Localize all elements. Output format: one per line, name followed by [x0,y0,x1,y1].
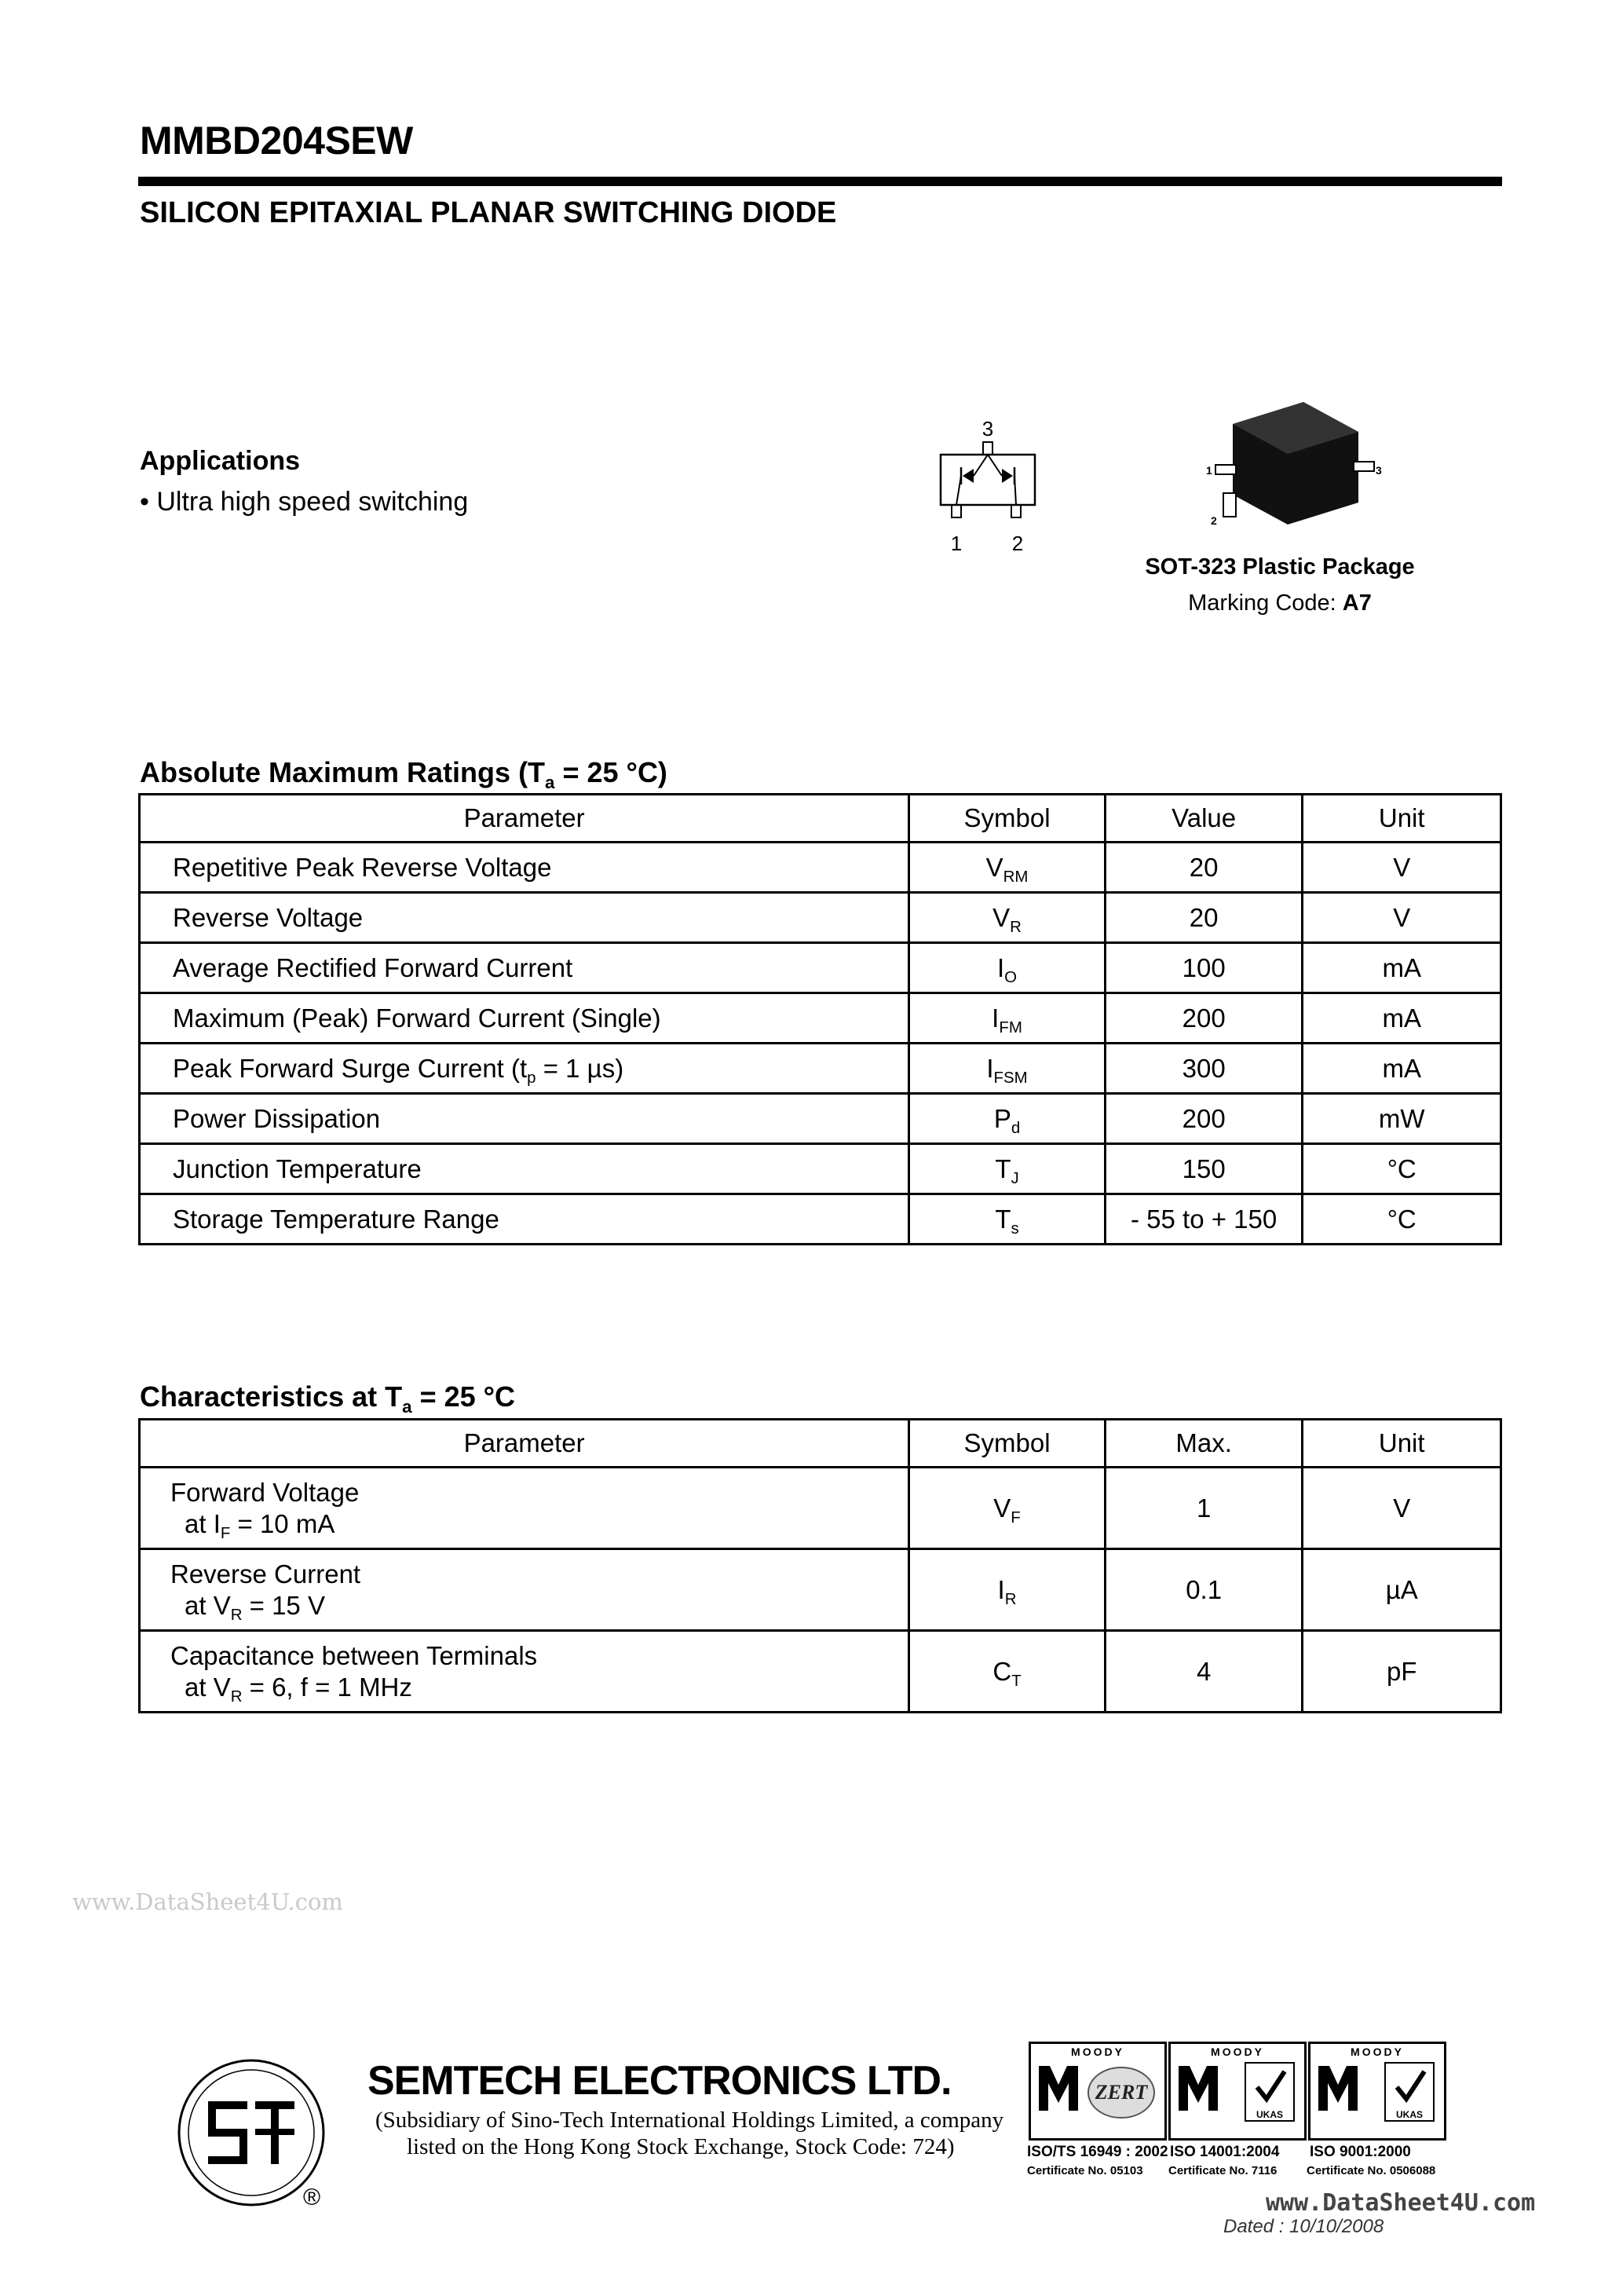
value-cell: 300 [1105,1044,1303,1094]
package-name: SOT-323 Plastic Package [1145,554,1415,579]
part-subtitle: SILICON EPITAXIAL PLANAR SWITCHING DIODE [140,196,837,229]
param-cell: Reverse Voltage [140,893,909,943]
cert-number-3: Certificate No. 0506088 [1307,2164,1436,2177]
header-symbol: Symbol [909,795,1106,843]
param-cell: Storage Temperature Range [140,1194,909,1245]
watermark-right: www.DataSheet4U.com [1266,2189,1536,2217]
unit-cell: pF [1303,1631,1501,1713]
table-row [140,1194,1501,1245]
unit-cell: °C [1303,1144,1501,1194]
cert-number-2: Certificate No. 7116 [1168,2164,1278,2177]
header-unit: Unit [1303,795,1501,843]
pkg-pin-3-label: 3 [1376,464,1382,477]
pkg-pin-1-label: 1 [1206,464,1212,477]
value-cell: 200 [1105,993,1303,1044]
subsidiary-line-1: (Subsidiary of Sino-Tech International Holdings Limited, a company [375,2108,1004,2133]
value-cell: 1 [1105,1468,1303,1549]
param-cell: Capacitance between Terminals at $V_R = 6$, f = 1 MHz [140,1631,909,1713]
table-header-row [140,795,1501,843]
table-row [140,893,1501,943]
cert-logo-iso9001: MOODY UKAS [1308,2042,1446,2141]
unit-cell: mW [1303,1094,1501,1144]
header-symbol: Symbol [909,1420,1106,1468]
unit-cell: mA [1303,943,1501,993]
param-cell: Junction Temperature [140,1144,909,1194]
table-row [140,843,1501,893]
param-cell: Peak Forward Surge Current ($t_p = 1$ µs) [140,1044,909,1094]
abs-max-title: Absolute Maximum Ratings ($T_a = 25$ °C) [140,756,667,792]
unit-cell: V [1303,1468,1501,1549]
table-row [140,1468,1501,1549]
param-cell: Power Dissipation [140,1094,909,1144]
subsidiary-line-2: listed on the Hong Kong Stock Exchange, Stock Code: 724) [407,2134,955,2159]
table-row [140,1044,1501,1094]
symbol-cell: $C_T$ [909,1631,1106,1713]
cert-standard-2: ISO 14001:2004 [1170,2144,1280,2160]
table-row [140,943,1501,993]
header-parameter: Parameter [140,795,909,843]
package-illustration [1178,393,1382,542]
symbol-cell: $T_J$ [909,1144,1106,1194]
symbol-cell: $I_O$ [909,943,1106,993]
watermark-left: www.DataSheet4U.com [72,1888,343,1915]
value-cell: 0.1 [1105,1549,1303,1631]
pin-1-label: 1 [950,532,963,555]
param-cell: Average Rectified Forward Current [140,943,909,993]
characteristics-title: Characteristics at $T_a = 25$ °C [140,1380,516,1417]
dated-text: Dated : 10/10/2008 [1223,2216,1384,2237]
cert-logo-zert: MOODY ZERT [1029,2042,1167,2141]
unit-cell: V [1303,843,1501,893]
symbol-cell: $V_F$ [909,1468,1106,1549]
table-row [140,1631,1501,1713]
svg-text:UKAS: UKAS [1395,2109,1424,2120]
cert-standard-3: ISO 9001:2000 [1310,2144,1411,2160]
table-row [140,1094,1501,1144]
table-header-row [140,1420,1501,1468]
pkg-pin-2-label: 2 [1211,514,1217,527]
svg-text:UKAS: UKAS [1256,2109,1284,2120]
cert-number-1: Certificate No. 05103 [1027,2164,1143,2177]
applications-heading: Applications [140,446,301,476]
header-value: Value [1105,795,1303,843]
table-row [140,993,1501,1044]
unit-cell: mA [1303,1044,1501,1094]
abs-max-table [138,793,1502,1245]
symbol-cell: $V_{RM}$ [909,843,1106,893]
unit-cell: V [1303,893,1501,943]
symbol-cell: $T_s$ [909,1194,1106,1245]
header-unit: Unit [1303,1420,1501,1468]
value-cell: 20 [1105,893,1303,943]
marking-value: A7 [1342,590,1372,616]
applications-item: • Ultra high speed switching [140,487,469,517]
registered-mark: ® [303,2184,321,2210]
pin-3-label: 3 [981,417,994,441]
marking-code [1131,590,1429,616]
value-cell: 150 [1105,1144,1303,1194]
header-max: Max. [1105,1420,1303,1468]
company-name: SEMTECH ELECTRONICS LTD. [367,2058,952,2104]
header-parameter: Parameter [140,1420,909,1468]
table-row [140,1144,1501,1194]
cert-logo-iso14001: MOODY UKAS [1168,2042,1307,2141]
unit-cell: mA [1303,993,1501,1044]
unit-cell: °C [1303,1194,1501,1245]
param-cell: Reverse Current at $V_R = 15$ V [140,1549,909,1631]
param-cell: Maximum (Peak) Forward Current (Single) [140,993,909,1044]
symbol-cell: $P_d$ [909,1094,1106,1144]
pinout-diagram [911,412,1052,569]
param-cell: Forward Voltage at $I_F = 10$ mA [140,1468,909,1549]
part-number-title: MMBD204SEW [140,119,413,163]
table-row [140,1549,1501,1631]
cert-standard-1: ISO/TS 16949 : 2002 [1027,2144,1168,2160]
symbol-cell: $I_R$ [909,1549,1106,1631]
value-cell: 20 [1105,843,1303,893]
symbol-cell: $I_{FM}$ [909,993,1106,1044]
marking-label: Marking Code: [1188,590,1343,616]
symbol-cell: $V_R$ [909,893,1106,943]
unit-cell: µA [1303,1549,1501,1631]
title-rule [138,177,1502,186]
pin-2-label: 2 [1011,532,1024,555]
value-cell: 100 [1105,943,1303,993]
value-cell: - 55 to + 150 [1105,1194,1303,1245]
characteristics-table [138,1418,1502,1713]
symbol-cell: $I_{FSM}$ [909,1044,1106,1094]
value-cell: 4 [1105,1631,1303,1713]
param-cell: Repetitive Peak Reverse Voltage [140,843,909,893]
svg-text:ZERT: ZERT [1095,2081,1148,2104]
value-cell: 200 [1105,1094,1303,1144]
